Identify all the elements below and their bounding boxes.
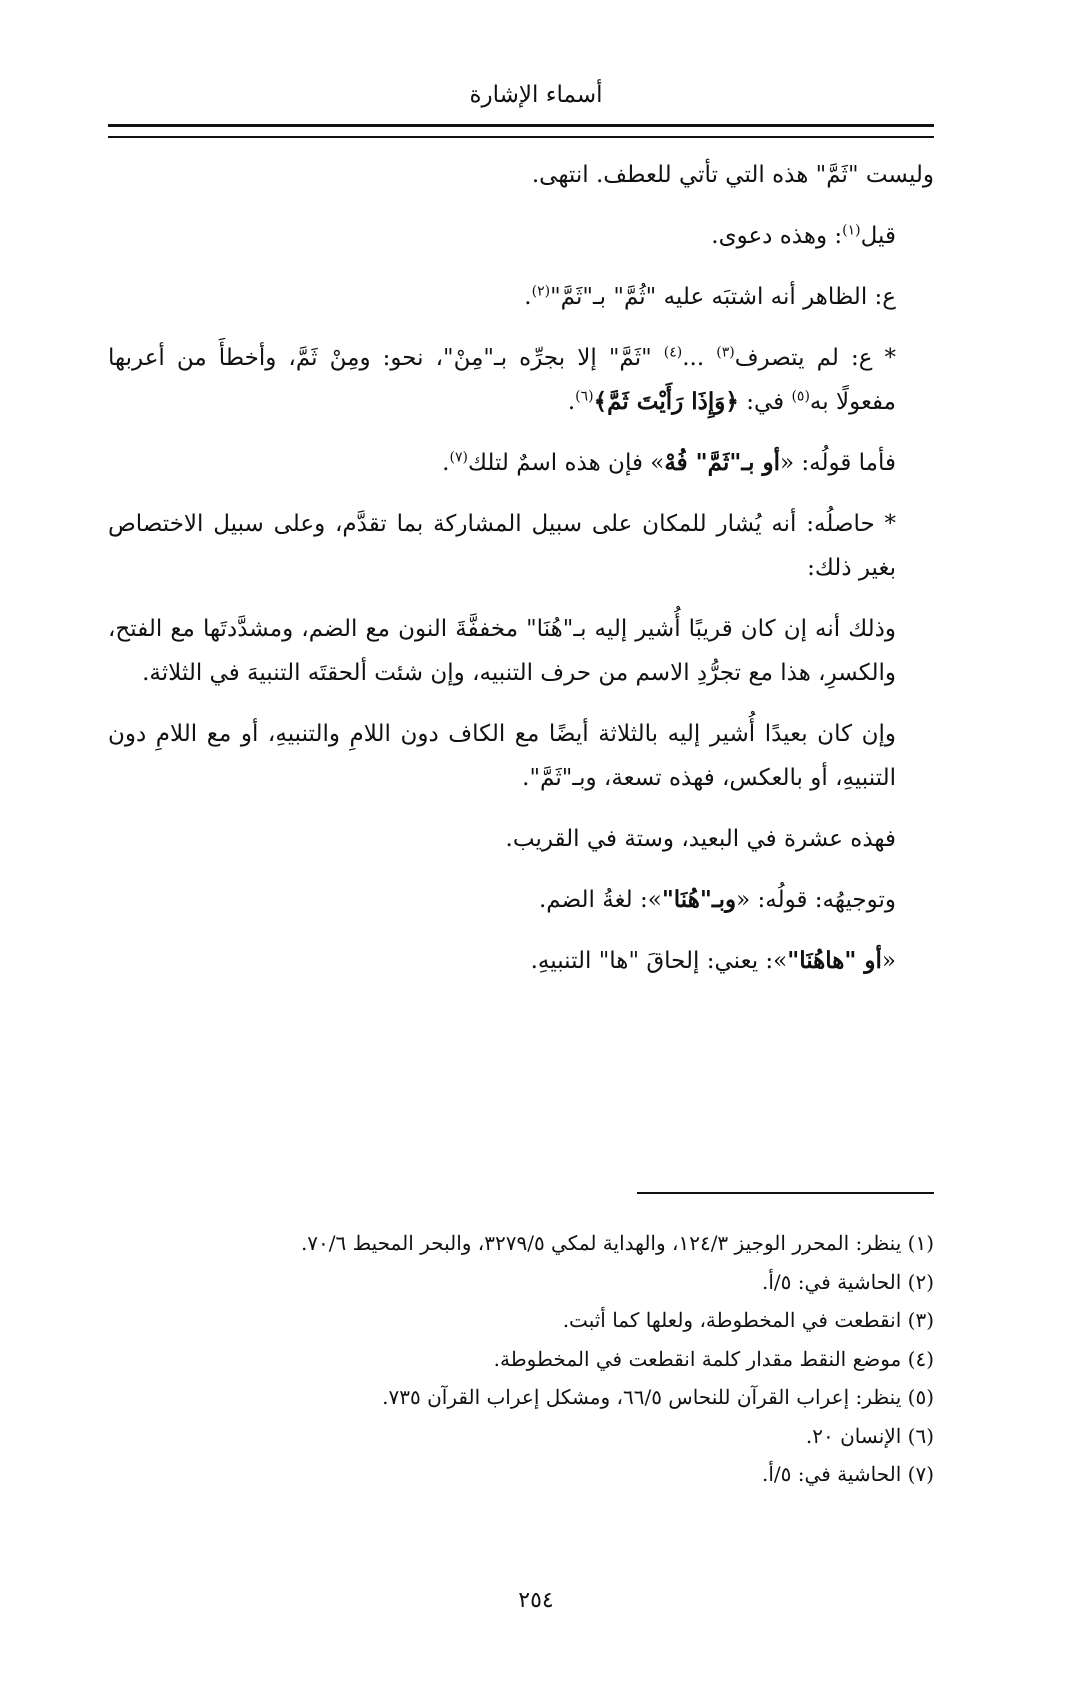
- header-rule-thick: [108, 124, 934, 127]
- text-segment: ...: [682, 345, 717, 371]
- header-rule-thin: [108, 136, 934, 138]
- footnote: (٧) الحاشية في: ٥/أ.: [762, 1462, 934, 1486]
- text-segment: * حاصلُه: أنه يُشار للمكان على سبيل المشاركة بما تقدَّم، وعلى سبيل الاختصاص بغير ذلك:: [108, 511, 896, 581]
- paragraph: [108, 214, 934, 258]
- footnote-marker: (٧): [449, 449, 468, 466]
- footnote: (٥) ينظر: إعراب القرآن للنحاس ٦٦/٥، ومشكل إعراب القرآن ٧٣٥.: [382, 1385, 934, 1409]
- footnote: (١) ينظر: المحرر الوجيز ١٢٤/٣، والهداية لمكي ٣٢٧٩/٥، والبحر المحيط ٧٠/٦.: [300, 1231, 934, 1255]
- text-segment: أو "هاهُنَا": [787, 947, 882, 974]
- footnote-marker: (٦): [575, 388, 594, 405]
- text-segment: * ع: لم يتصرف: [734, 345, 896, 371]
- main-text: [108, 153, 934, 1000]
- paragraph: [108, 939, 934, 983]
- quran-verse: ﴿وَإِذَا رَأَيْتَ ثَمَّ﴾: [593, 388, 739, 415]
- footnote: (٤) موضع النقط مقدار كلمة انقطعت في المخطوطة.: [493, 1346, 934, 1371]
- text-segment: وذلك أنه إن كان قريبًا أُشير إليه بـ"هُنَا" مخففَّةَ النون مع الضم، ومشدَّدتَها مع الفتح، والكسرِ، هذا مع تجرُّدِ الاسم من حرف التنبيه، وإن شئت ألحقتَه التنبيهَ في الثلاثة.: [108, 616, 896, 686]
- footnote: (٣) انقطعت في المخطوطة، ولعلها كما أثبت.: [562, 1308, 934, 1332]
- paragraph: [108, 441, 934, 485]
- text-segment: ع: الظاهر أنه اشتبَه عليه "ثُمَّ" بـ"ثَمَّ": [550, 284, 896, 310]
- text-segment: »: يعني: إلحاقَ "ها" التنبيهِ.: [530, 948, 788, 974]
- text-segment: .: [524, 284, 532, 310]
- paragraph: [108, 607, 934, 695]
- footnote-separator: [637, 1192, 934, 1194]
- footnote: (٢) الحاشية في: ٥/أ.: [762, 1269, 934, 1294]
- text-segment: : وهذه دعوى.: [711, 223, 843, 249]
- page-number: ٢٥٤: [518, 1588, 554, 1613]
- running-header: أسماء الإشارة: [469, 82, 603, 108]
- text-segment: أو بـ"ثَمَّ" فُهْ: [664, 449, 780, 476]
- text-segment: فهذه عشرة في البعيد، وستة في القريب.: [505, 826, 896, 852]
- paragraph: [108, 878, 934, 922]
- paragraph: [108, 817, 934, 861]
- text-segment: "ثَمَّ" إلا بجرِّه بـ"مِنْ"، نحو: ومِنْ ثَمَّ، وأخطأَ من أعربها مفعولًا به: [108, 345, 896, 415]
- footnote-marker: (٤): [663, 344, 683, 361]
- text-segment: »: لغةُ الضم.: [538, 887, 662, 913]
- footnote-marker: (٥): [791, 388, 810, 405]
- text-segment: .: [567, 389, 576, 415]
- footnote: (٦) الإنسان ٢٠.: [805, 1423, 934, 1448]
- text-segment: » فإن هذه اسمٌ لتلك: [467, 450, 665, 476]
- text-segment: وتوجيهُه: قولُه: «: [736, 887, 896, 913]
- footnote-marker: (٣): [716, 344, 735, 361]
- text-segment: «: [881, 948, 896, 974]
- text-segment: وليست "ثَمَّ" هذه التي تأتي للعطف. انتهى.: [531, 162, 934, 188]
- paragraph: [108, 502, 934, 590]
- text-segment: وبـ"هُنَا": [661, 886, 737, 913]
- paragraph: [108, 275, 934, 319]
- footnote-marker: (١): [842, 222, 861, 239]
- paragraph: [108, 153, 934, 197]
- footnotes: [108, 1224, 934, 1494]
- paragraph: [108, 712, 934, 800]
- footnote-marker: (٢): [531, 283, 551, 300]
- text-segment: في:: [738, 389, 792, 415]
- text-segment: .: [442, 450, 450, 476]
- text-segment: وإن كان بعيدًا أُشير إليه بالثلاثة أيضًا مع الكاف دون اللامِ والتنبيهِ، أو مع اللامِ دون التنبيهِ، أو بالعكس، فهذه تسعة، وبـ"ثَمَّ".: [108, 721, 896, 791]
- text-segment: فأما قولُه: «: [780, 450, 896, 476]
- paragraph: [108, 336, 934, 424]
- text-segment: قيل: [860, 223, 896, 249]
